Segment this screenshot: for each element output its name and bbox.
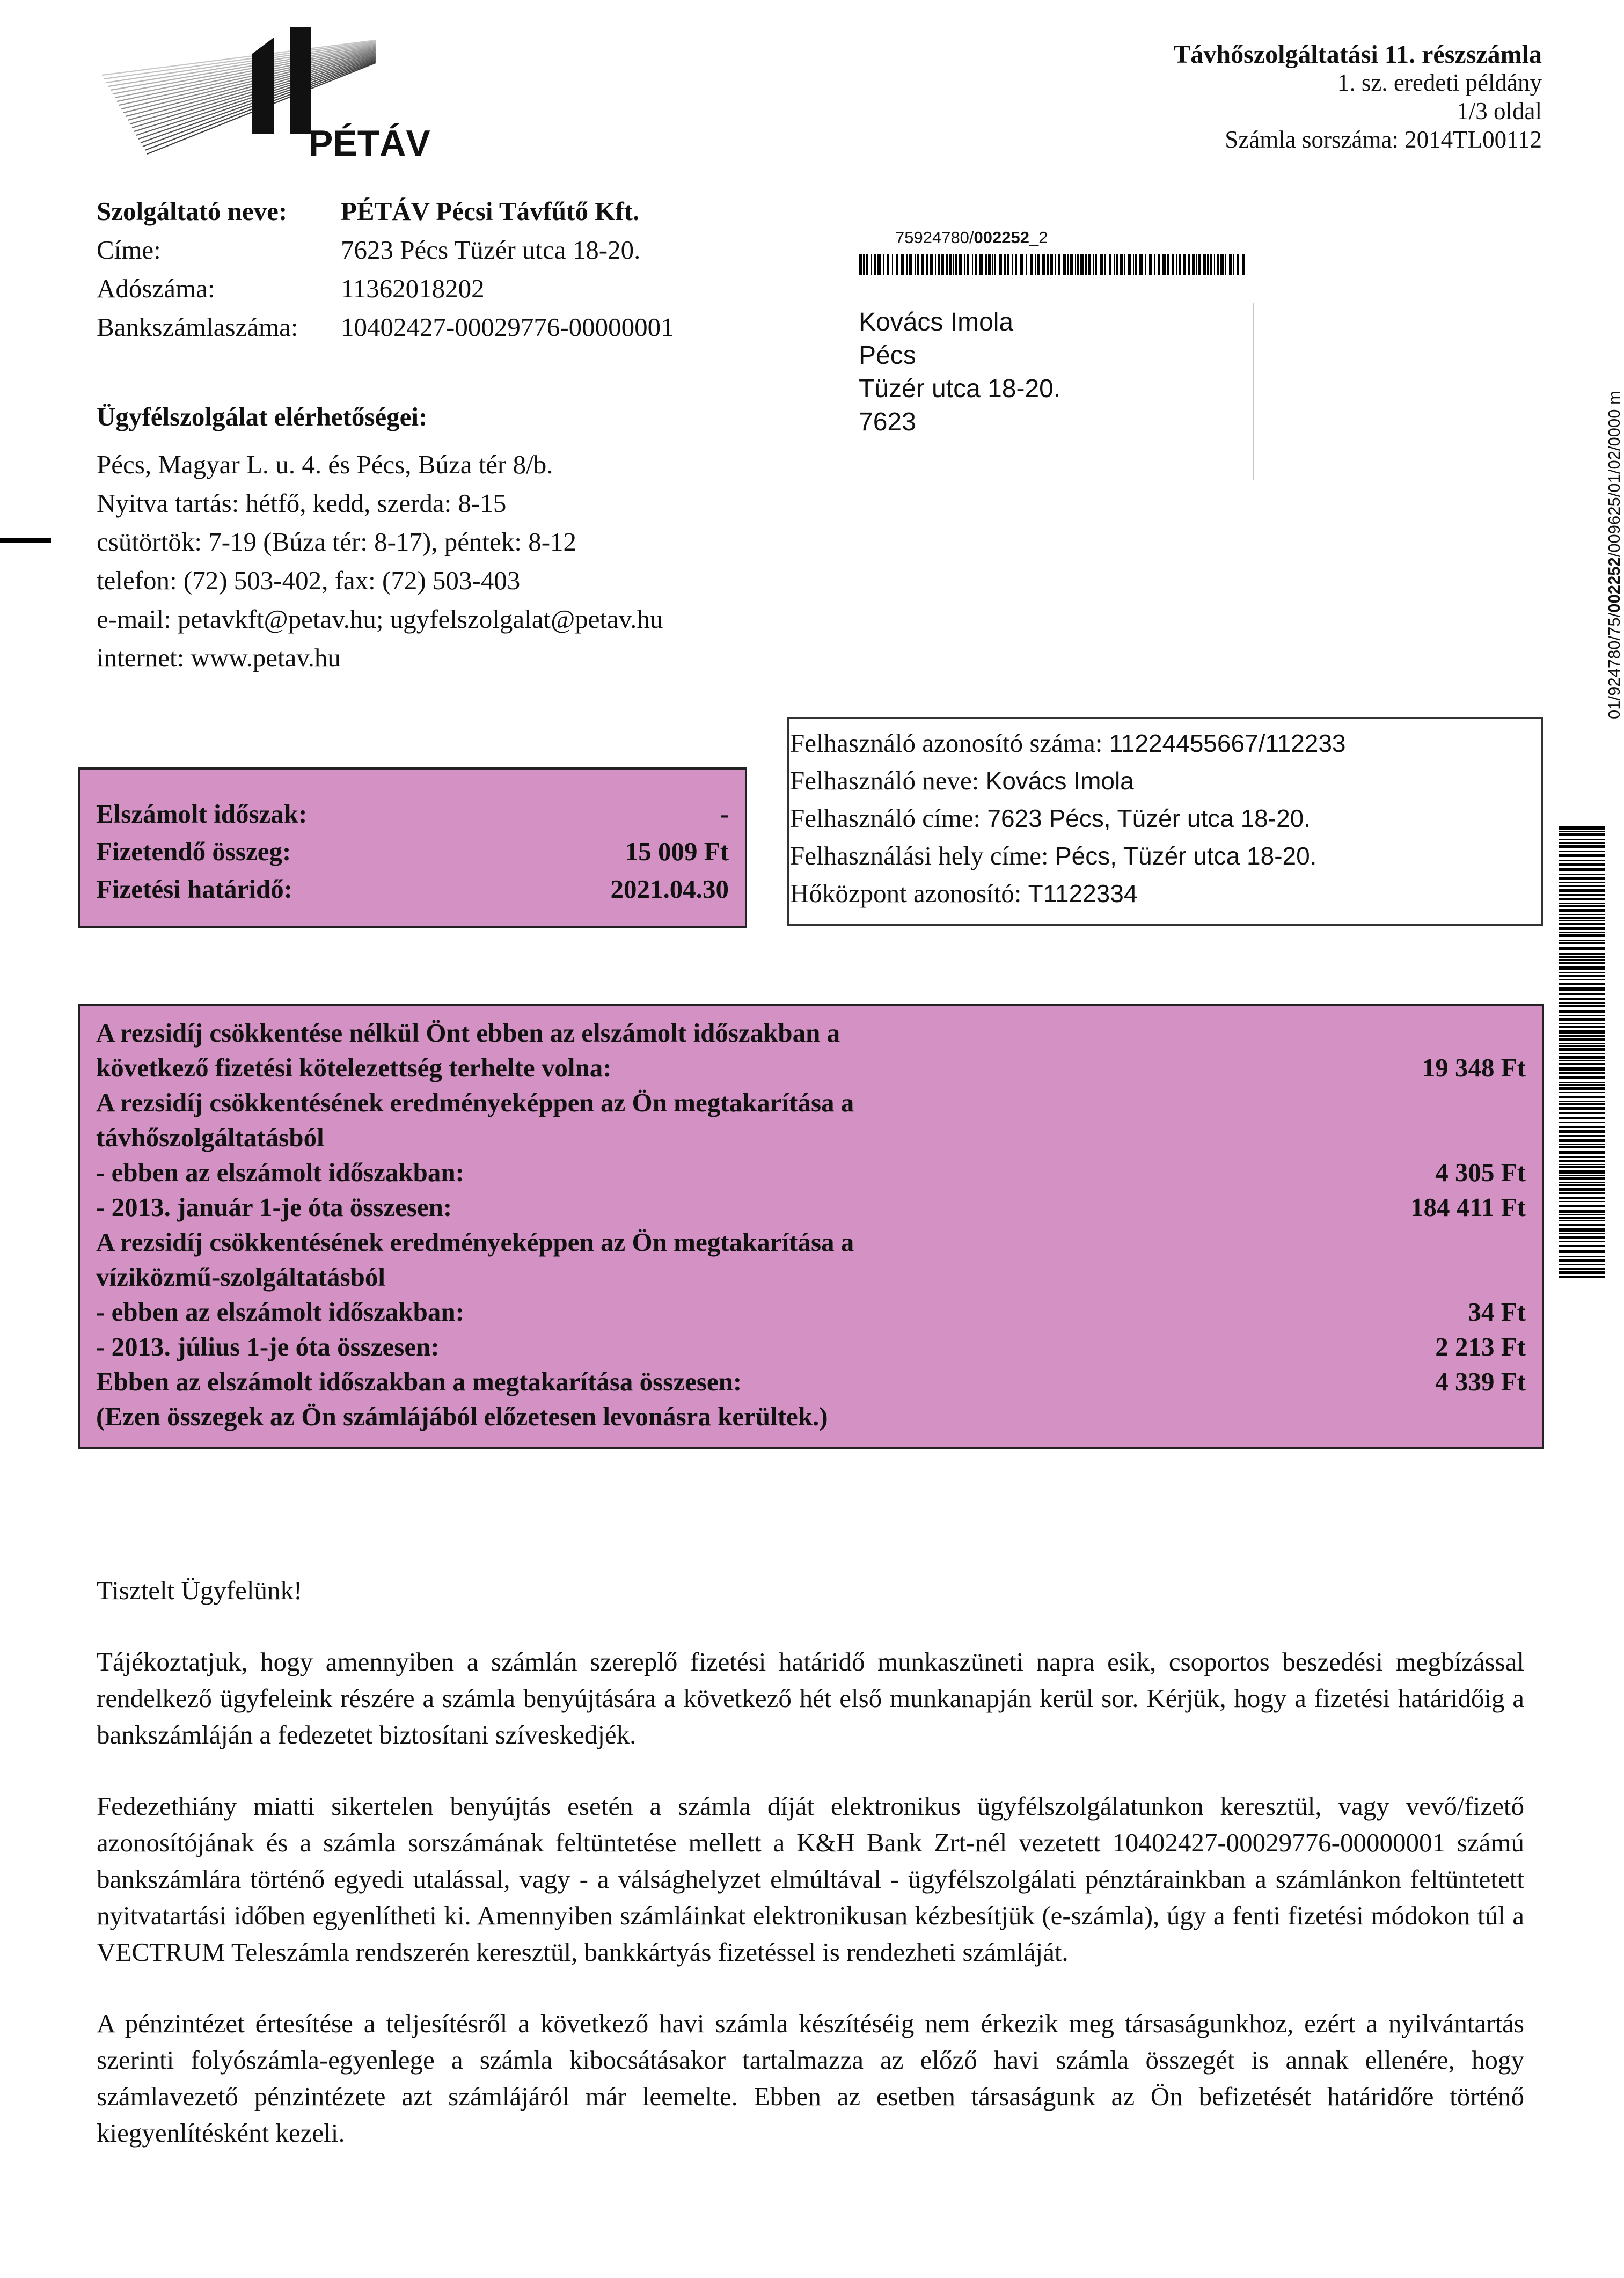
savings-row-value: 4 305 Ft bbox=[1435, 1158, 1526, 1187]
user-address-label: Felhasználó címe: bbox=[790, 803, 981, 833]
user-name-label: Felhasználó neve: bbox=[790, 766, 979, 795]
heat-center-row bbox=[790, 875, 1541, 912]
savings-row bbox=[96, 1225, 1526, 1259]
savings-row-text: következő fizetési kötelezettség terhelte volna: bbox=[96, 1053, 612, 1082]
cs-line: csütörtök: 7-19 (Búza tér: 8-17), péntek: 8-12 bbox=[97, 527, 577, 556]
petav-logo bbox=[97, 24, 462, 164]
cs-line: telefon: (72) 503-402, fax: (72) 503-403 bbox=[97, 566, 521, 595]
heat-center-id: T1122334 bbox=[1028, 880, 1138, 907]
savings-row-text: - ebben az elszámolt időszakban: bbox=[96, 1297, 464, 1327]
due-label: Fizetési határidő: bbox=[96, 874, 293, 904]
page-indicator: 1/3 oldal bbox=[1457, 98, 1542, 124]
savings-row-text: A rezsidíj csökkentése nélkül Önt ebben az elszámolt időszakban a bbox=[96, 1018, 840, 1048]
savings-row bbox=[96, 1120, 1526, 1155]
mailing-code-suffix: _2 bbox=[1029, 228, 1048, 247]
customer-service-lines bbox=[97, 445, 663, 677]
savings-row-text: Ebben az elszámolt időszakban a megtakarítása összesen: bbox=[96, 1367, 742, 1396]
savings-row-text: - 2013. január 1-je óta összesen: bbox=[96, 1192, 452, 1222]
savings-row bbox=[96, 1050, 1526, 1085]
copy-label: 1. sz. eredeti példány bbox=[1337, 69, 1542, 96]
provider-bank: 10402427-00029776-00000001 bbox=[341, 312, 674, 342]
logo-wordmark: PÉTÁV bbox=[309, 123, 430, 164]
user-address-row bbox=[790, 800, 1541, 837]
side-code-bold: 002252 bbox=[1605, 557, 1623, 613]
provider-name-label: Szolgáltató neve: bbox=[97, 196, 288, 226]
savings-row bbox=[96, 1085, 1526, 1120]
provider-bank-label: Bankszámlaszáma: bbox=[97, 312, 298, 342]
user-id-label: Felhasználó azonosító száma: bbox=[790, 728, 1103, 758]
user-address: 7623 Pécs, Tüzér utca 18-20. bbox=[987, 804, 1311, 832]
recipient-city: Pécs bbox=[859, 341, 916, 370]
customer-service-title: Ügyfélszolgálat elérhetőségei: bbox=[97, 402, 428, 431]
provider-info bbox=[97, 192, 674, 347]
mailing-code bbox=[895, 228, 1048, 247]
mailing-code-bold: 002252 bbox=[974, 228, 1029, 247]
savings-row bbox=[96, 1155, 1526, 1190]
savings-box bbox=[78, 1004, 1544, 1449]
mailing-code-prefix: 75924780/ bbox=[895, 228, 974, 247]
mailing-address bbox=[859, 306, 1060, 439]
payment-summary-box bbox=[78, 767, 747, 928]
due-date: 2021.04.30 bbox=[610, 874, 729, 904]
recipient-name: Kovács Imola bbox=[859, 308, 1014, 336]
amount-row bbox=[96, 833, 729, 870]
savings-row bbox=[96, 1399, 1526, 1434]
amount-due: 15 009 Ft bbox=[625, 837, 729, 866]
savings-row bbox=[96, 1329, 1526, 1364]
invoice-title: Távhőszolgáltatási 11. részszámla bbox=[1173, 40, 1542, 69]
invoice-number: Számla sorszáma: 2014TL00112 bbox=[1225, 126, 1542, 153]
cs-line: e-mail: petavkft@petav.hu; ugyfelszolgalat@petav.hu bbox=[97, 604, 663, 634]
savings-row-value: 184 411 Ft bbox=[1410, 1192, 1526, 1222]
savings-row-text: távhőszolgáltatásból bbox=[96, 1123, 324, 1152]
due-row bbox=[96, 870, 729, 908]
letter-paragraph: Tájékoztatjuk, hogy amennyiben a számlán szereplő fizetési határidő munkaszüneti napra esik, csoportos beszedési megbízással rendelkező ügyfeleink részére a számla benyújtására a következő hét első munkanapján kerül sor. Kérjük, hogy a fizetési határidőig a bankszámláján a fedezetet biztosítani szíveskedjék. bbox=[97, 1647, 1524, 1749]
letter-body bbox=[97, 1572, 1524, 2186]
side-code-prefix: 01/924780/75/ bbox=[1605, 612, 1623, 719]
usage-place-row bbox=[790, 837, 1541, 875]
savings-row-value: 4 339 Ft bbox=[1435, 1367, 1526, 1396]
heat-center-label: Hőközpont azonosító: bbox=[790, 878, 1022, 908]
savings-row-value: 2 213 Ft bbox=[1435, 1332, 1526, 1361]
cs-line: Nyitva tartás: hétfő, kedd, szerda: 8-15 bbox=[97, 488, 507, 518]
user-id-row bbox=[790, 724, 1541, 762]
user-id: 11224455667/112233 bbox=[1109, 729, 1346, 757]
invoice-header bbox=[1173, 40, 1542, 154]
period-value: - bbox=[720, 799, 729, 829]
savings-row-text: víziközmű-szolgáltatásból bbox=[96, 1262, 385, 1292]
savings-row-text: (Ezen összegek az Ön számlájából előzetesen levonásra kerültek.) bbox=[96, 1402, 828, 1431]
usage-place: Pécs, Tüzér utca 18-20. bbox=[1055, 842, 1317, 870]
period-label: Elszámolt időszak: bbox=[96, 799, 308, 829]
user-name: Kovács Imola bbox=[985, 767, 1134, 795]
savings-row bbox=[96, 1015, 1526, 1050]
savings-row-value: 34 Ft bbox=[1468, 1297, 1526, 1327]
savings-row-text: A rezsidíj csökkentésének eredményeképpen az Ön megtakarítása a bbox=[96, 1088, 854, 1117]
fold-mark bbox=[0, 538, 51, 543]
provider-address-label: Címe: bbox=[97, 235, 161, 265]
provider-name: PÉTÁV Pécsi Távfűtő Kft. bbox=[341, 196, 640, 226]
letter-greeting: Tisztelt Ügyfelünk! bbox=[97, 1576, 303, 1605]
recipient-zip: 7623 bbox=[859, 408, 916, 436]
cs-line: Pécs, Magyar L. u. 4. és Pécs, Búza tér 8/b. bbox=[97, 450, 553, 479]
savings-row-text: - ebben az elszámolt időszakban: bbox=[96, 1158, 464, 1187]
provider-tax: 11362018202 bbox=[341, 274, 485, 303]
side-code-suffix: /009625/01/02/0000 m bbox=[1605, 391, 1623, 558]
savings-row bbox=[96, 1259, 1526, 1294]
user-info-box bbox=[787, 717, 1543, 926]
savings-row bbox=[96, 1190, 1526, 1225]
side-reference-code bbox=[1605, 391, 1624, 719]
letter-paragraph: A pénzintézet értesítése a teljesítésről a következő havi számla készítéséig nem érkezik meg társaságunkhoz, ezért a nyilvántartás szerinti folyószámla-egyenlege a számla kibocsátásakor tartalmazza az előző havi számla összegét is annak ellenére, hogy számlavezető pénzintézete azt számlájáról már leemelte. Ebben az esetben társaságunk az Ön befizetését határidőre történő kiegyenlítésként kezeli. bbox=[97, 2009, 1524, 2148]
letter-paragraph: Fedezethiány miatti sikertelen benyújtás esetén a számla díját elektronikus ügyfélszolgálatunkon keresztül, vagy vevő/fizető azonosítójának és a számla sorszámának feltüntetése mellett a K&H Bank Zrt-nél vezetett 10402427-00029776-00000001 számú bankszámlára történő egyedi utalással, vagy - a válsághelyzet elmúltával - ügyfélszolgálati pénztárainkban a számlánkon feltüntetett nyitvatartási időben egyenlítheti ki. Amennyiben számláinkat elektronikusan kézbesítjük (e-számla), úgy a fenti fizetési módokon túl a VECTRUM Teleszámla rendszerén keresztül, bankkártyás fizetéssel is rendezheti számláját. bbox=[97, 1791, 1524, 1967]
cs-line: internet: www.petav.hu bbox=[97, 643, 341, 672]
mailing-barcode bbox=[859, 254, 1242, 275]
savings-row-text: A rezsidíj csökkentésének eredményeképpen az Ön megtakarítása a bbox=[96, 1227, 854, 1257]
savings-row-text: - 2013. július 1-je óta összesen: bbox=[96, 1332, 440, 1361]
recipient-street: Tüzér utca 18-20. bbox=[859, 375, 1061, 403]
period-row bbox=[96, 795, 729, 833]
savings-row bbox=[96, 1364, 1526, 1399]
usage-place-label: Felhasználási hely címe: bbox=[790, 841, 1049, 870]
savings-row-value: 19 348 Ft bbox=[1422, 1053, 1526, 1082]
provider-address: 7623 Pécs Tüzér utca 18-20. bbox=[341, 235, 641, 265]
side-barcode bbox=[1559, 826, 1605, 1277]
address-window-edge bbox=[1253, 303, 1254, 480]
savings-row bbox=[96, 1294, 1526, 1329]
provider-tax-label: Adószáma: bbox=[97, 274, 215, 303]
amount-label: Fizetendő összeg: bbox=[96, 837, 291, 866]
user-name-row bbox=[790, 762, 1541, 800]
